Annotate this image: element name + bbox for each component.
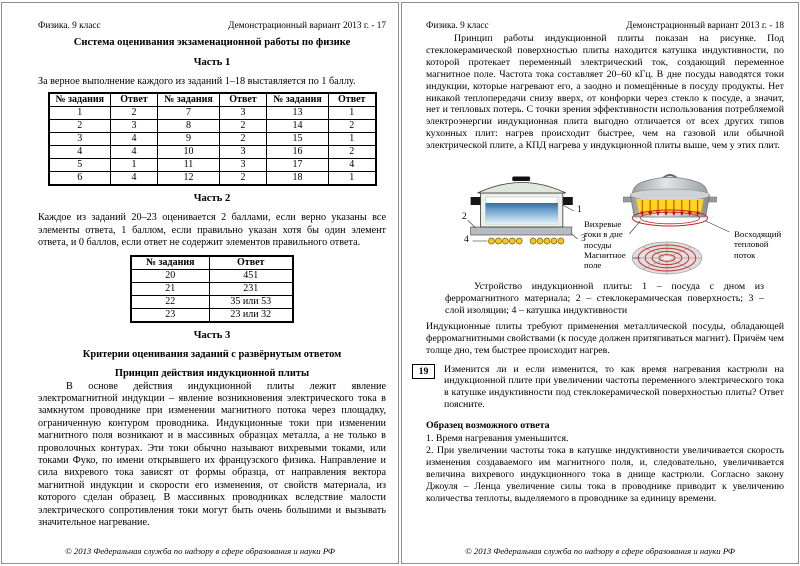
part2-intro: Каждое из заданий 20–23 оценивается 2 баллами, если верно указаны все элементы ответа, 1 баллом, если правильно указан хотя бы один элемент ответа, и 0 баллов, если ответ не содержит элементов правильного ответа. <box>38 212 386 249</box>
question-number-box: 19 <box>412 364 435 379</box>
heat-leader-line <box>706 221 730 232</box>
answer-item-2: 2. При увеличении частоты тока в катушке индуктивности увеличивается скорость изменения создаваемого им магнитного поля, и, следовательно, увеличивается величина вихревого индукционного тока в днище кастрюли. Согласно закону Джоуля – Ленца увеличение силы тока в проводнике приводит к увеличению количества теплоты, выделяемого в проводнике за единицу времени. <box>426 444 784 504</box>
table-row <box>131 295 293 308</box>
table-cell: 10 <box>158 146 220 159</box>
table-cell: 12 <box>158 172 220 186</box>
part1-heading: Часть 1 <box>193 57 231 68</box>
answer-item-1: 1. Время нагревания уменьшится. <box>426 433 569 445</box>
table-cell: 4 <box>111 133 158 146</box>
table-cell: 18 <box>267 172 329 186</box>
page-header <box>38 21 386 31</box>
note-paragraph: Индукционные плиты требуют применения металлической посуды, обладающей ферромагнитными свойствами (к посуде должен притягиваться магнит). Причём чем толще дно, тем быстрее происходит нагрев. <box>426 320 784 356</box>
induction-plate-figure <box>426 155 784 279</box>
table-cell: 1 <box>329 172 376 186</box>
lid-knob <box>512 177 530 182</box>
table-cell: 21 <box>131 282 209 295</box>
part3-heading: Часть 3 <box>193 329 231 341</box>
magnetic-field-label: Магнитное поле <box>584 250 626 271</box>
induction-coil-disc-illustration <box>632 242 701 274</box>
table-cell: 4 <box>49 146 111 159</box>
table-row <box>49 159 376 172</box>
table-cell: 16 <box>267 146 329 159</box>
table-cell: 3 <box>220 107 267 120</box>
table-cell: 231 <box>209 282 293 295</box>
table-cell: 2 <box>220 120 267 133</box>
table-cell: 3 <box>111 120 158 133</box>
pot-vortex-illustration <box>623 175 729 234</box>
table-row <box>131 269 293 282</box>
table-row <box>49 146 376 159</box>
callout-2: 2 <box>462 212 467 223</box>
table-cell: 1 <box>329 133 376 146</box>
answer-heading: Образец возможного ответа <box>426 420 550 432</box>
table-cell: 2 <box>111 107 158 120</box>
pot-lid <box>478 183 566 194</box>
header-subject: Физика. 9 класс <box>38 21 101 31</box>
article-body: В основе действия индукционной плиты лежит явление электромагнитной индукции – явление возникновения электрического тока в замкнутом проводнике при изменении магнитного потока через площадку, ограниченную контуром проводника. Индукционные токи при изменении магнитного поля возникают и в массивных образцах металла, а не только в проволочных контурах. Эти токи обычно называют вихревыми токами, или токами Фуко, по имени открывшего их французского физика. Направление и сила вихревого тока зависят от формы образца, от направления вектора магнитной индукции и скорости его изменения, от свойств материала, из которого сделан образец. В массивных проводниках вследствие малости электрического сопротивления токи могут быть очень большими и вызывать значительное нагревание. <box>38 380 386 529</box>
pot-cross-section-illustration <box>468 177 578 245</box>
table-cell: 7 <box>158 107 220 120</box>
table-cell: 23 или 32 <box>209 308 293 322</box>
table-cell: 23 <box>131 308 209 322</box>
table-cell: 17 <box>267 159 329 172</box>
table-cell: 3 <box>220 146 267 159</box>
table-row <box>131 308 293 322</box>
table-cell: 2 <box>220 172 267 186</box>
table-cell: 11 <box>158 159 220 172</box>
part2-heading: Часть 2 <box>193 193 231 205</box>
question-text: Изменится ли и если изменится, то как время нагревания кастрюли на индукционной плите при увеличении частоты переменного электрического тока в катушке индуктивности под стеклокерамической поверхностью плиты? Ответ поясните. <box>444 363 784 411</box>
table-cell: 9 <box>158 133 220 146</box>
header-subject: Физика. 9 класс <box>426 21 489 31</box>
table-row <box>49 133 376 146</box>
column-header: Ответ <box>209 256 293 270</box>
column-header: № задания <box>131 256 209 270</box>
table-row <box>49 172 376 186</box>
table-cell: 4 <box>329 159 376 172</box>
table-cell: 1 <box>111 159 158 172</box>
pot-handle-left <box>471 197 481 205</box>
table-cell: 15 <box>267 133 329 146</box>
table-cell: 8 <box>158 120 220 133</box>
column-header: № задания <box>49 93 111 107</box>
table-cell: 35 или 53 <box>209 295 293 308</box>
criteria-heading: Критерии оценивания заданий с развёрнутым ответом <box>82 348 342 360</box>
heated-bottom-glow <box>636 199 703 213</box>
table-cell: 22 <box>131 295 209 308</box>
table-cell: 2 <box>220 133 267 146</box>
column-header: Ответ <box>111 93 158 107</box>
page-footer: © 2013 Федеральная служба по надзору в сфере образования и науки РФ <box>465 546 735 556</box>
part1-answers-table <box>48 92 377 186</box>
table-cell: 4 <box>111 146 158 159</box>
header-variant-page: Демонстрационный вариант 2013 г. - 18 <box>626 21 784 31</box>
table-cell: 14 <box>267 120 329 133</box>
table-cell: 6 <box>49 172 111 186</box>
callout-4: 4 <box>464 235 469 246</box>
vortex-currents-label: Вихревые токи в дне посуды <box>584 219 623 250</box>
part2-answers-table <box>130 255 294 323</box>
vortex-leader-line <box>629 221 640 234</box>
question-19 <box>418 363 784 412</box>
document-title: Система оценивания экзаменационной работы по физике <box>73 37 351 48</box>
intro-paragraph: Принцип работы индукционной плиты показан на рисунке. Под стеклокерамической поверхностью плиты находится катушка индуктивности, по которой протекает переменный электрический ток, создающий переменное магнитное поле. Частота тока составляет 20–60 кГц. В дне посуды наводятся токи индукции, которые нагревают его, а заодно и помещённые в посуду продукты. Нет никакой теплопередачи снизу вверх, от конфорки через стекло к посуде, а значит, нет и тепловых потерь. С точки зрения эффективности использования потребляемой электроэнергии индукционная плита выгодно отличается от всех других типов кухонных плит: нагрев происходит быстрее, чем на газовой или обычной электрической плите, а КПД нагрева у индукционной плиты выше, чем у этих плит. <box>426 33 784 152</box>
column-header: Ответ <box>220 93 267 107</box>
table-header-row <box>49 93 376 107</box>
table-cell: 5 <box>49 159 111 172</box>
table-cell: 451 <box>209 269 293 282</box>
part1-intro: За верное выполнение каждого из заданий 1–18 выставляется по 1 баллу. <box>38 76 356 87</box>
table-header-row <box>131 256 293 270</box>
table-row <box>49 107 376 120</box>
table-cell: 13 <box>267 107 329 120</box>
pot-handle-right <box>563 197 573 205</box>
column-header: № задания <box>158 93 220 107</box>
article-title: Принцип действия индукционной плиты <box>114 367 310 379</box>
page-footer: © 2013 Федеральная служба по надзору в сфере образования и науки РФ <box>65 546 335 556</box>
table-cell: 1 <box>49 107 111 120</box>
page-17 <box>1 2 399 564</box>
page-18 <box>401 2 799 564</box>
glass-ceramic-surface <box>471 227 572 235</box>
column-header: Ответ <box>329 93 376 107</box>
page-header <box>426 21 784 31</box>
table-cell: 4 <box>111 172 158 186</box>
callout-3: 3 <box>581 234 586 245</box>
table-cell: 2 <box>329 120 376 133</box>
side-handle-left <box>623 197 631 202</box>
header-variant-page: Демонстрационный вариант 2013 г. - 17 <box>228 21 386 31</box>
table-cell: 1 <box>329 107 376 120</box>
column-header: № задания <box>267 93 329 107</box>
figure-caption: Устройство индукционной плиты: 1 – посуда с дном из ферромагнитного материала; 2 – стеклокерамическая поверхность; 3 – слой изоляции; 4 – катушка индуктивности <box>445 281 764 316</box>
water <box>486 203 558 224</box>
induction-coil-turns <box>488 238 563 244</box>
table-cell: 3 <box>49 133 111 146</box>
table-cell: 2 <box>329 146 376 159</box>
callout-1: 1 <box>577 205 582 216</box>
table-row <box>49 120 376 133</box>
side-handle-right <box>709 197 717 202</box>
table-cell: 2 <box>49 120 111 133</box>
rising-heat-flow-label: Восходящий тепловой поток <box>734 229 782 260</box>
table-cell: 3 <box>220 159 267 172</box>
table-cell: 20 <box>131 269 209 282</box>
table-row <box>131 282 293 295</box>
